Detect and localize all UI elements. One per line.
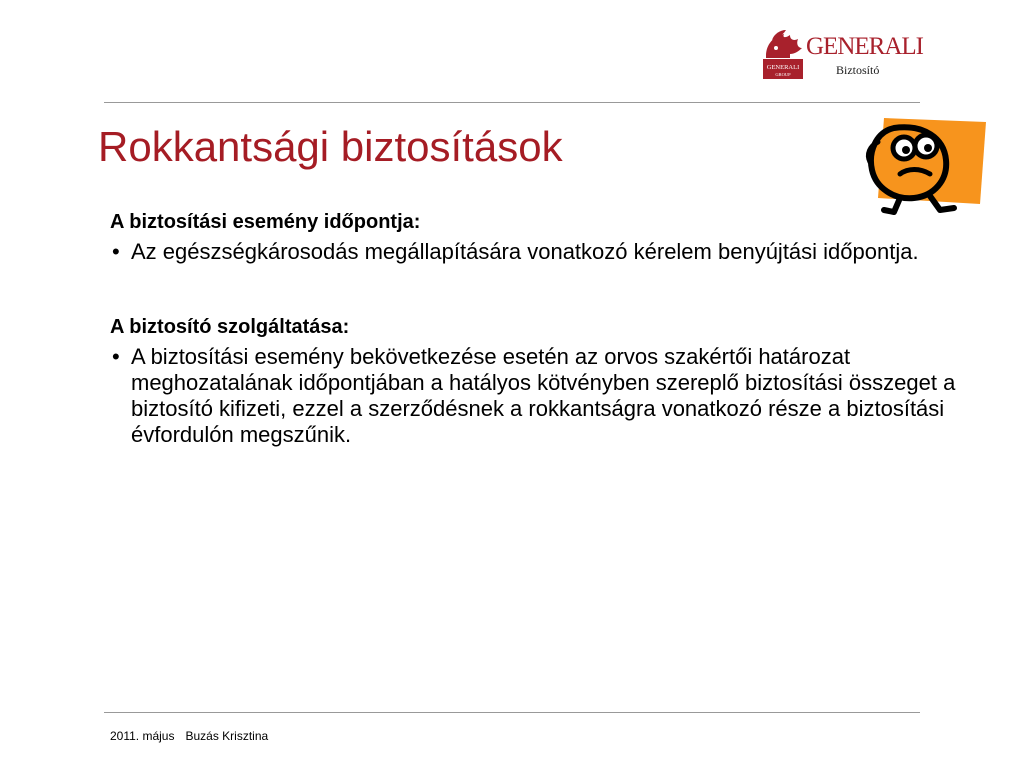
slide-title: Rokkantsági biztosítások [98,123,563,170]
footer-divider [104,712,920,713]
footer-date: 2011. május [110,729,175,743]
logo-badge-text: GENERALI [766,64,800,71]
footer-author: Buzás Krisztina [185,729,269,743]
bullet-symbol: • [112,239,120,264]
header-divider [104,102,920,103]
bullet-text: Az egészségkárosodás megállapítására vonatkozó kérelem benyújtási időpontja. [131,239,919,264]
slide-content [110,209,990,448]
generali-lion-icon [760,26,806,80]
section-heading-insurer-service: A biztosító szolgáltatása: [110,316,350,338]
section-heading-event-date: A biztosítási esemény időpontja: [110,211,421,233]
bullet-insurer-service [110,344,990,448]
brand-name: GENERALI [806,33,923,60]
logo-badge-subtext: GROUP [775,72,791,77]
bullet-text: A biztosítási esemény bekövetkezése esetén az orvos szakértői határozat meghozatalának időpontjában a hatályos kötvényben szereplő biztosítási összeget a biztosító kifizeti, ezzel a szerződésnek a rokkantságra vonatkozó része a biztosítási évfordulón megszűnik. [131,344,956,447]
bullet-event-date [110,239,990,265]
bullet-symbol: • [112,344,120,369]
footer [110,729,268,743]
generali-logo [760,26,922,80]
brand-subtitle: Biztosító [836,63,880,77]
worried-face-mascot-icon [864,112,988,220]
